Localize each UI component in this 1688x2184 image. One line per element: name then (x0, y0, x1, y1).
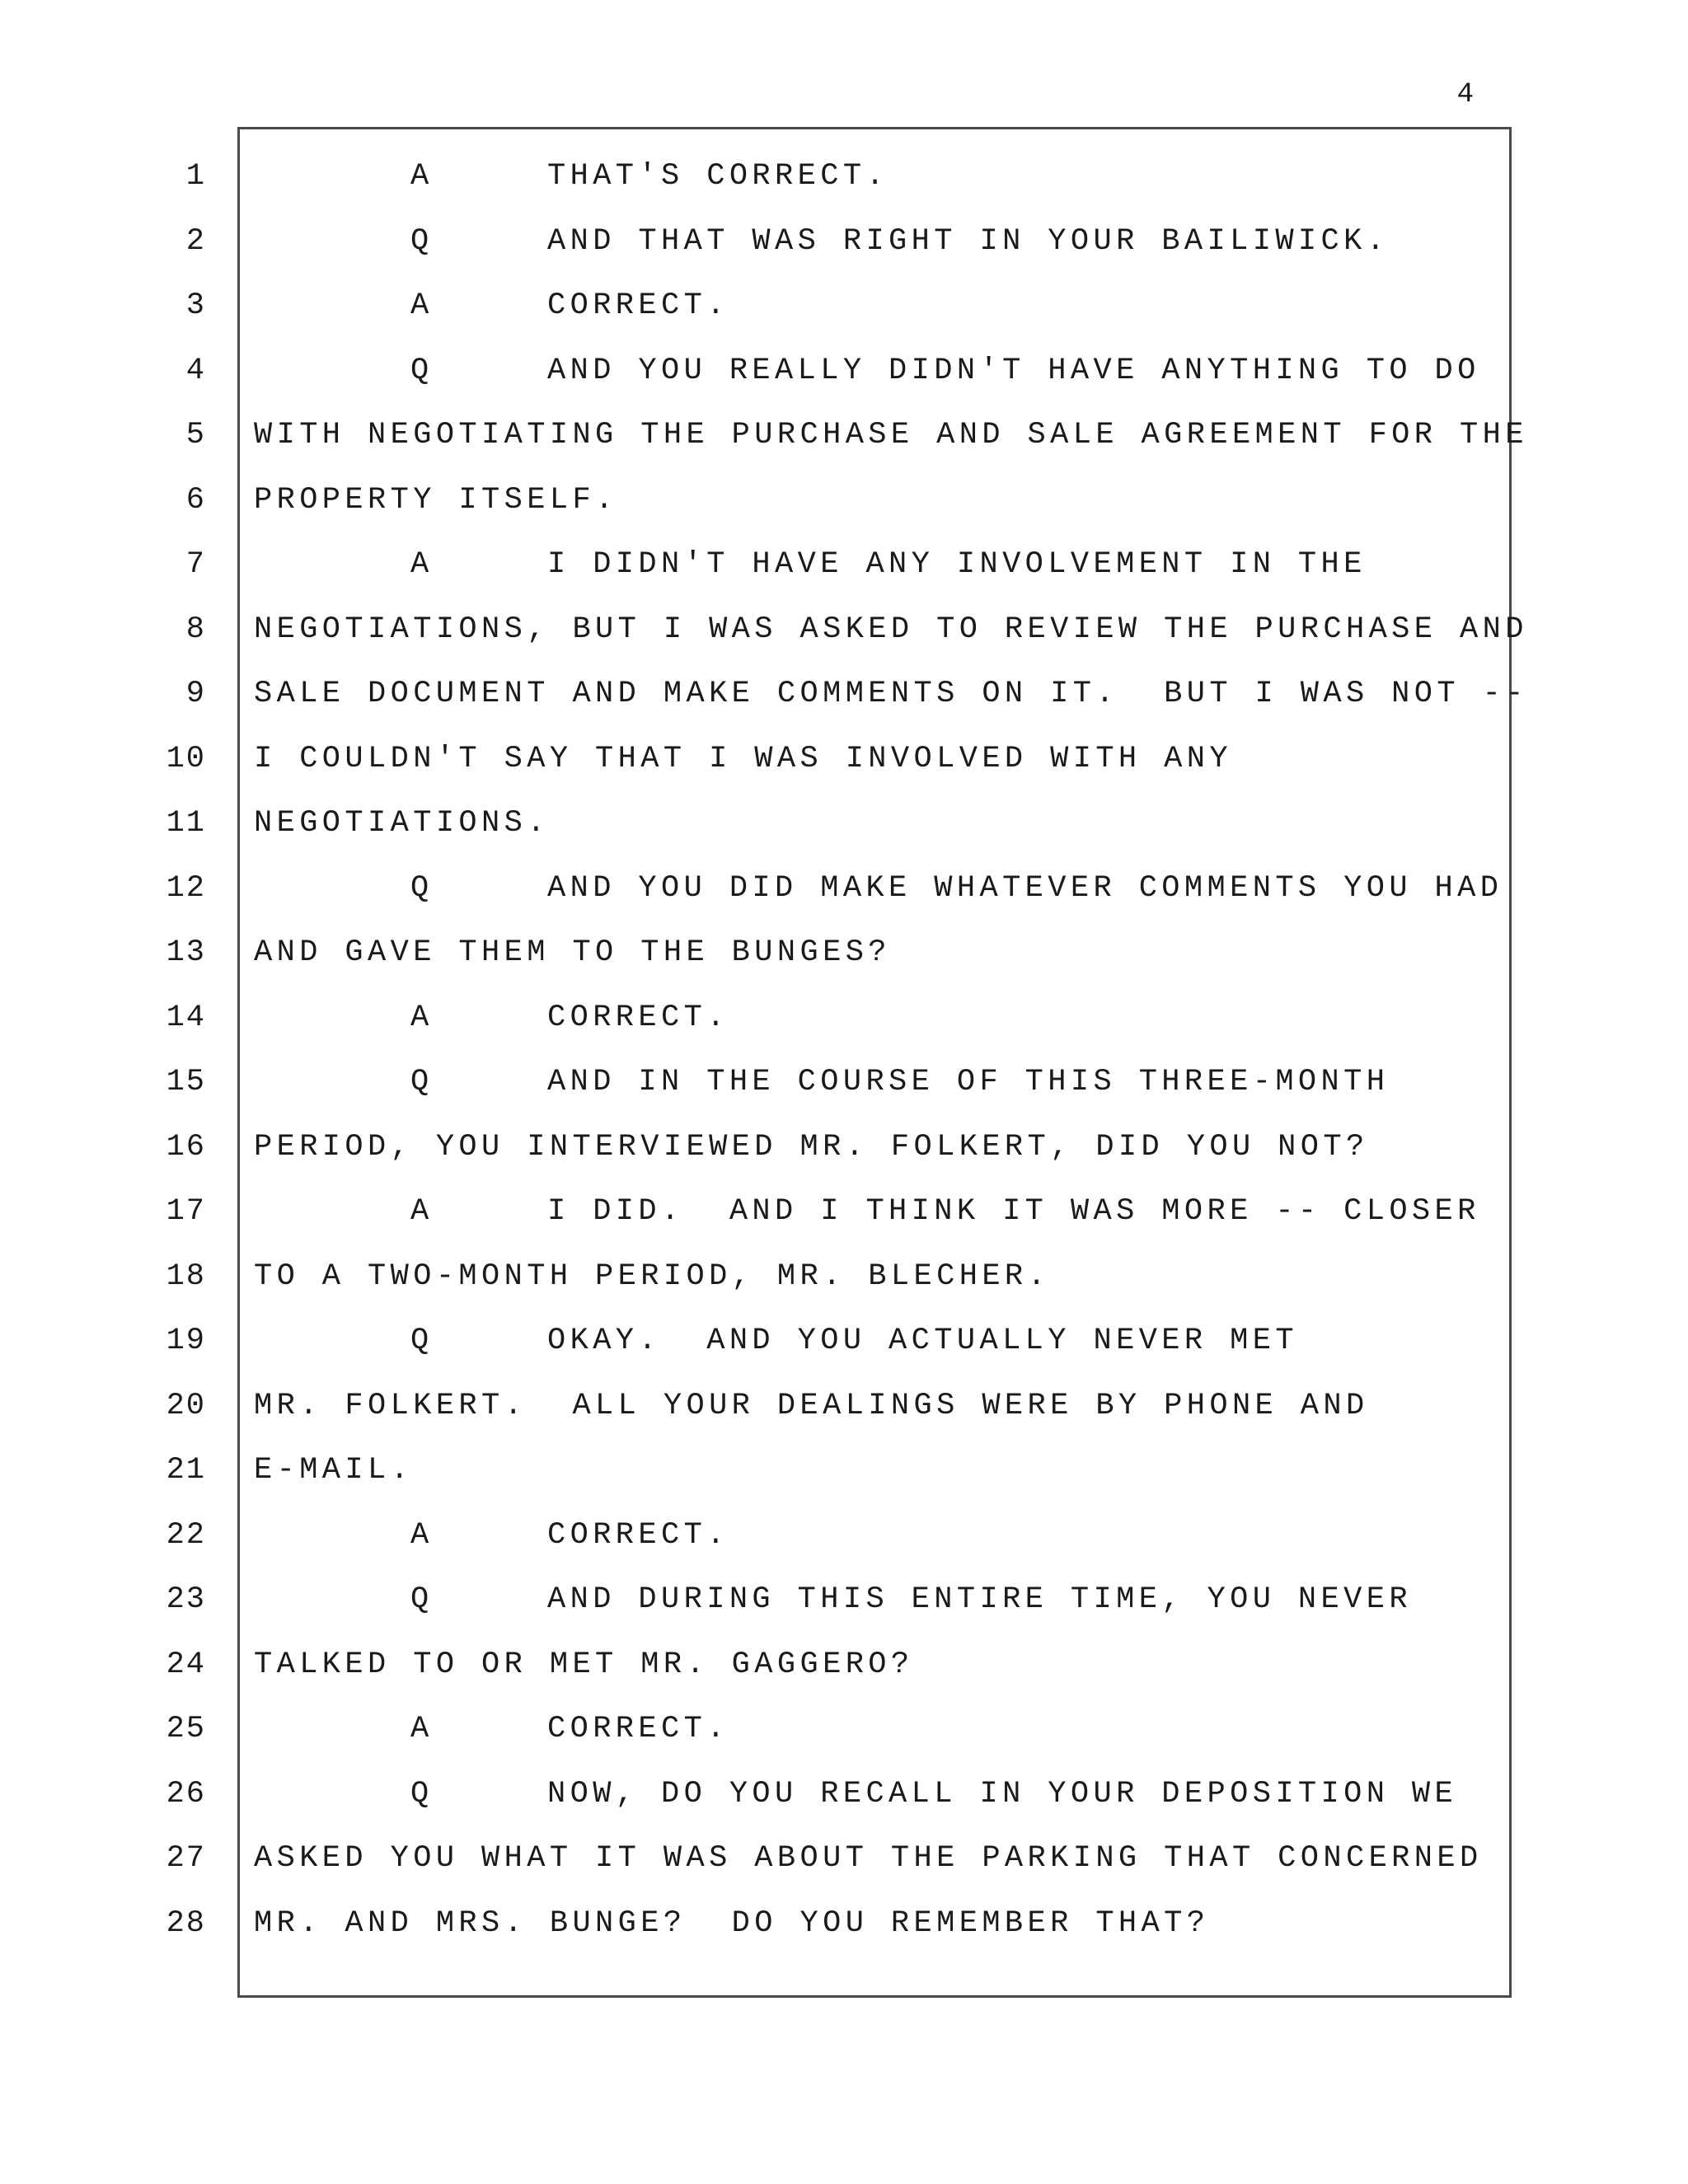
transcript-line-text: WITH NEGOTIATING THE PURCHASE AND SALE AGREEMENT FOR THE (254, 418, 1528, 452)
line-number: 24 (166, 1647, 206, 1682)
speaker-label: Q (410, 354, 434, 388)
transcript-line-text: CORRECT. (547, 1518, 729, 1553)
line-number: 9 (185, 677, 206, 711)
line-number: 14 (166, 1001, 206, 1035)
transcript-line-text: ASKED YOU WHAT IT WAS ABOUT THE PARKING THAT CONCERNED (254, 1841, 1483, 1876)
transcript-line-text: CORRECT. (547, 1001, 729, 1035)
line-number: 1 (185, 159, 206, 194)
line-number: 13 (166, 935, 206, 970)
line-number: 2 (185, 224, 206, 259)
line-number: 27 (166, 1841, 206, 1876)
speaker-label: A (410, 1194, 434, 1229)
line-number: 10 (166, 742, 206, 776)
transcript-line-text: I COULDN'T SAY THAT I WAS INVOLVED WITH ANY (254, 742, 1232, 776)
transcript-line-text: CORRECT. (547, 1712, 729, 1746)
line-number: 19 (166, 1324, 206, 1358)
speaker-label: Q (410, 1324, 434, 1358)
line-number: 12 (166, 871, 206, 906)
transcript-line-text: TALKED TO OR MET MR. GAGGERO? (254, 1647, 914, 1682)
line-number: 16 (166, 1130, 206, 1165)
transcript-line-text: AND YOU REALLY DIDN'T HAVE ANYTHING TO DO (547, 354, 1480, 388)
transcript-line-text: NEGOTIATIONS, BUT I WAS ASKED TO REVIEW THE PURCHASE AND (254, 612, 1528, 647)
transcript-line-text: MR. FOLKERT. ALL YOUR DEALINGS WERE BY PHONE AND (254, 1389, 1369, 1423)
line-number: 23 (166, 1582, 206, 1617)
line-number: 25 (166, 1712, 206, 1746)
speaker-label: A (410, 1518, 434, 1553)
speaker-label: Q (410, 871, 434, 906)
speaker-label: A (410, 547, 434, 582)
line-number: 22 (166, 1518, 206, 1553)
speaker-label: Q (410, 1065, 434, 1099)
speaker-label: Q (410, 1582, 434, 1617)
line-number: 8 (185, 612, 206, 647)
line-number: 3 (185, 288, 206, 323)
speaker-label: A (410, 288, 434, 323)
line-number: 4 (185, 354, 206, 388)
line-number: 18 (166, 1259, 206, 1294)
speaker-label: Q (410, 1777, 434, 1811)
transcript-line-text: AND THAT WAS RIGHT IN YOUR BAILIWICK. (547, 224, 1390, 259)
speaker-label: A (410, 1001, 434, 1035)
transcript-line-text: THAT'S CORRECT. (547, 159, 889, 194)
transcript-line-text: MR. AND MRS. BUNGE? DO YOU REMEMBER THAT? (254, 1906, 1210, 1941)
line-number: 7 (185, 547, 206, 582)
speaker-label: A (410, 159, 434, 194)
transcript-line-text: AND DURING THIS ENTIRE TIME, YOU NEVER (547, 1582, 1412, 1617)
speaker-label: Q (410, 224, 434, 259)
page-number: 4 (1456, 79, 1475, 110)
line-number: 20 (166, 1389, 206, 1423)
transcript-line-text: CORRECT. (547, 288, 729, 323)
line-number: 17 (166, 1194, 206, 1229)
transcript-line-text: I DID. AND I THINK IT WAS MORE -- CLOSER (547, 1194, 1480, 1229)
transcript-line-text: PROPERTY ITSELF. (254, 483, 618, 518)
speaker-label: A (410, 1712, 434, 1746)
line-number: 11 (166, 806, 206, 841)
transcript-line-text: E-MAIL. (254, 1453, 414, 1488)
transcript-line-text: AND IN THE COURSE OF THIS THREE-MONTH (547, 1065, 1390, 1099)
transcript-line-text: OKAY. AND YOU ACTUALLY NEVER MET (547, 1324, 1298, 1358)
transcript-line-text: NOW, DO YOU RECALL IN YOUR DEPOSITION WE (547, 1777, 1458, 1811)
line-number: 28 (166, 1906, 206, 1941)
line-number: 15 (166, 1065, 206, 1099)
transcript-line-text: SALE DOCUMENT AND MAKE COMMENTS ON IT. BUT I WAS NOT -- (254, 677, 1528, 711)
line-number: 26 (166, 1777, 206, 1811)
transcript-line-text: NEGOTIATIONS. (254, 806, 550, 841)
line-number: 5 (185, 418, 206, 452)
transcript-line-text: TO A TWO-MONTH PERIOD, MR. BLECHER. (254, 1259, 1051, 1294)
transcript-line-text: I DIDN'T HAVE ANY INVOLVEMENT IN THE (547, 547, 1367, 582)
transcript-line-text: AND YOU DID MAKE WHATEVER COMMENTS YOU HAD (547, 871, 1503, 906)
line-number: 6 (185, 483, 206, 518)
transcript-line-text: AND GAVE THEM TO THE BUNGES? (254, 935, 891, 970)
line-number: 21 (166, 1453, 206, 1488)
transcript-line-text: PERIOD, YOU INTERVIEWED MR. FOLKERT, DID YOU NOT? (254, 1130, 1369, 1165)
